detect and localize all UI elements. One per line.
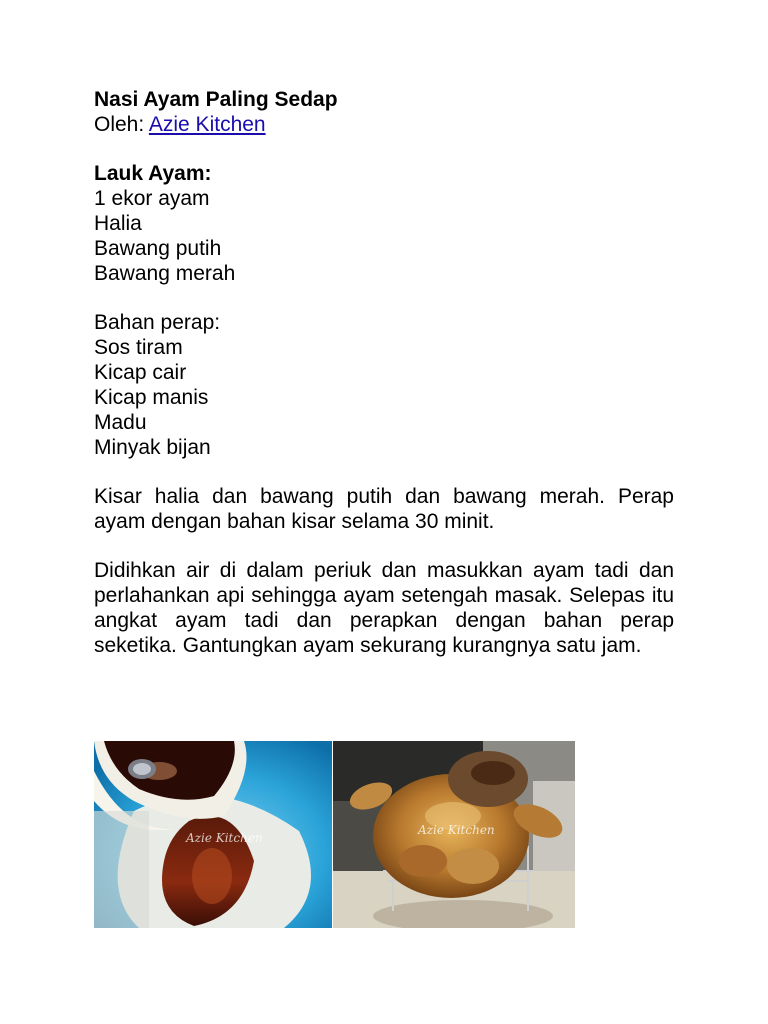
watermark-left: Azie Kitchen	[186, 831, 263, 845]
lauk-item: Bawang putih	[94, 237, 222, 260]
perap-item: Madu	[94, 411, 147, 434]
perap-item: Minyak bijan	[94, 436, 211, 459]
marinating-photo	[94, 741, 332, 928]
perap-item: Kicap cair	[94, 361, 187, 384]
perap-item: Kicap manis	[94, 386, 209, 409]
author-prefix: Oleh:	[94, 113, 149, 136]
lauk-item: 1 ekor ayam	[94, 187, 210, 210]
lauk-item: Halia	[94, 212, 142, 235]
roast-chicken-photo	[333, 741, 575, 928]
recipe-photos	[94, 741, 575, 928]
watermark-right: Azie Kitchen	[418, 823, 495, 837]
instruction-paragraph: Kisar halia dan bawang putih dan bawang merah. Perap ayam dengan bahan kisar selama 30 minit.	[94, 485, 674, 533]
recipe-title: Nasi Ayam Paling Sedap	[94, 88, 338, 111]
author-link[interactable]: Azie Kitchen	[148, 113, 266, 136]
lauk-heading: Lauk Ayam:	[94, 162, 212, 185]
perap-item: Sos tiram	[94, 336, 183, 359]
recipe-document	[94, 87, 674, 658]
instruction-paragraph: Didihkan air di dalam periuk dan masukkan ayam tadi dan perlahankan api sehingga ayam setengah masak. Selepas itu angkat ayam tadi dan perapkan dengan bahan perap seketika. Gantungkan ayam sekurang kurangnya satu jam.	[94, 559, 674, 657]
lauk-item: Bawang merah	[94, 262, 236, 285]
perap-heading: Bahan perap:	[94, 311, 221, 334]
author-line	[94, 112, 674, 137]
